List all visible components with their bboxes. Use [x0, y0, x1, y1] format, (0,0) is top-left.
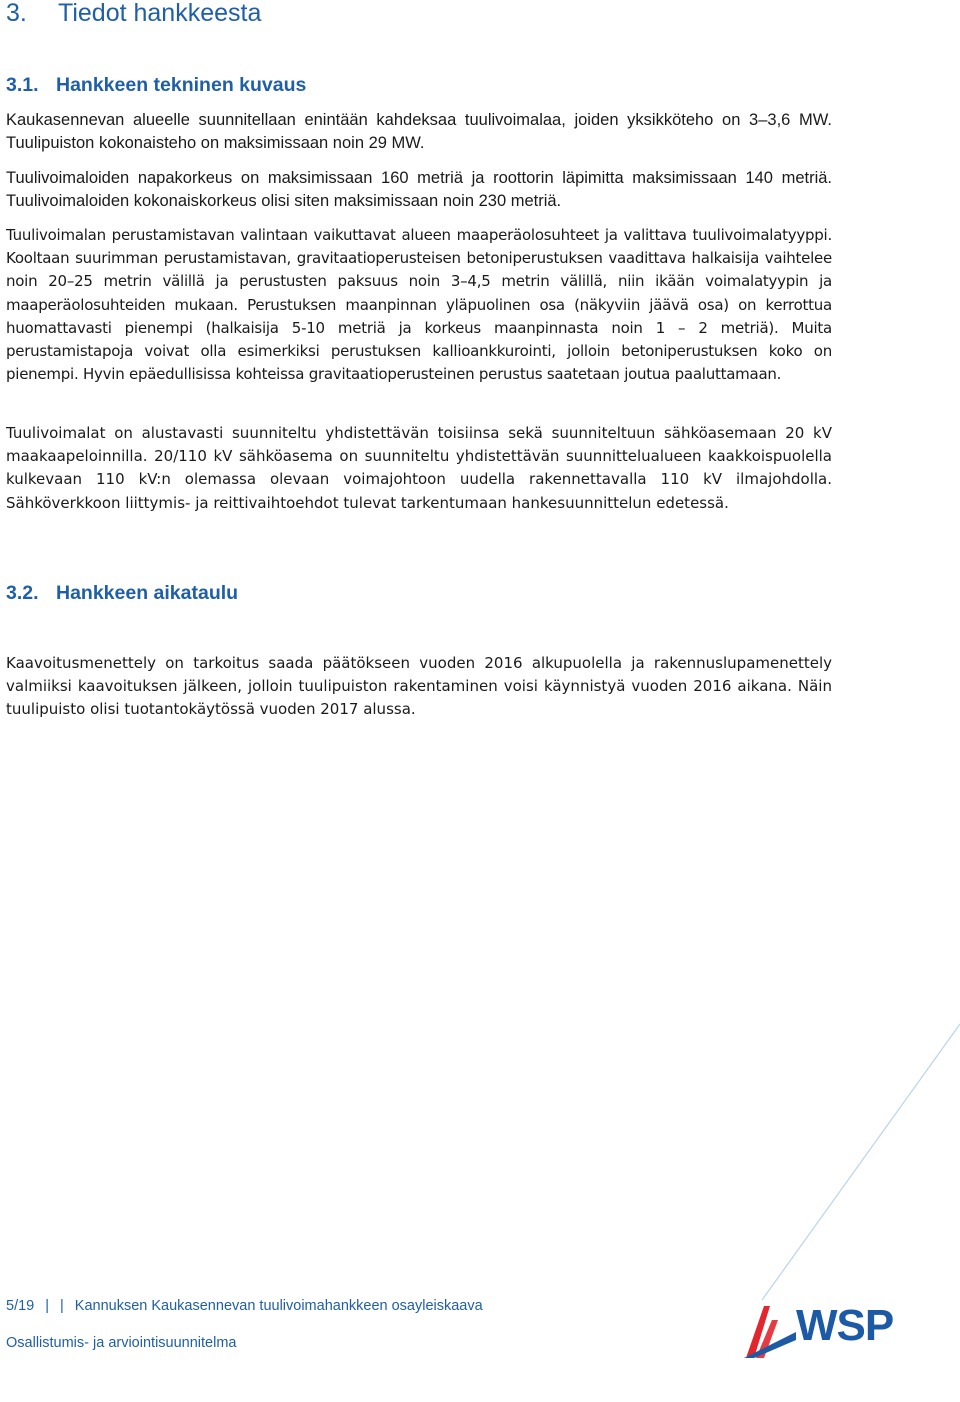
section-number: 3.1. — [6, 74, 39, 96]
chapter-number: 3. — [6, 0, 27, 27]
wsp-logo — [738, 1302, 916, 1362]
chapter-title: Tiedot hankkeesta — [58, 0, 262, 27]
footer-separator: | — [60, 1298, 64, 1314]
logo-text: WSP — [796, 1302, 894, 1350]
section-title: Hankkeen tekninen kuvaus — [56, 74, 307, 96]
paragraph-foundation: Tuulivoimalan perustamistavan valintaan vaikuttavat alueen maaperäolosuhteet ja valittava tuulivoimalatyyppi. Kooltaan suurimman perustamistavan, gravitaatioperusteisen betoniperustuksen vaadittava halkaisija vaihtelee noin 20–25 metrin välillä ja perustusten paksuus noin 3–4,5 metrin välillä, niin ikään voimalatyypin ja maaperäolosuhteiden mukaan. Perustuksen maanpinnan yläpuolinen osa (näkyviin jäävä osa) on kerrottua huomattavasti pienempi (halkaisija 5-10 metriä ja korkeus maanpinnasta noin 1 – 2 metriä). Muita perustamistapoja voivat olla esimerkiksi perustuksen kallioankkurointi, jolloin betoniperustuksen koko on pienempi. Hyvin epäedullisissa kohteissa gravitaatioperusteinen perustus saatetaan joutua paaluttamaan. — [6, 226, 832, 384]
page-number: 5/19 — [6, 1298, 35, 1314]
footer-subtitle: Osallistumis- ja arviointisuunnitelma — [6, 1335, 237, 1351]
section-number: 3.2. — [6, 582, 39, 604]
document-title: Kannuksen Kaukasennevan tuulivoimahankkeen osayleiskaava — [74, 1298, 483, 1314]
chapter-heading — [6, 0, 261, 30]
paragraph-grid-connection: Tuulivoimalat on alustavasti suunniteltu yhdistettävän toisiinsa sekä suunniteltuun sähköasemaan 20 kV maakaapeloinnilla. 20/110 kV sähköasema on suunniteltu yhdistettävän suunnittelualueen kaakkoispuolella kulkevaan 110 kV:n olemassa olevaan voimajohtoon uudella rakennettavalla 110 kV ilmajohdolla. Sähköverkkoon liittymis- ja reittivaihtoehdot tulevat tarkentumaan hankesuunnittelun edetessä. — [6, 424, 832, 512]
footer-separator: | — [45, 1298, 50, 1314]
paragraph-capacity: Kaukasennevan alueelle suunnitellaan enintään kahdeksaa tuulivoimalaa, joiden yksikköteho on 3–3,6 MW. Tuulipuiston kokonaisteho on maksimissaan noin 29 MW. — [6, 111, 832, 153]
section-heading-3-1 — [6, 71, 306, 99]
footer-page-line — [6, 1298, 483, 1314]
paragraph-schedule: Kaavoitusmenettely on tarkoitus saada päätökseen vuoden 2016 alkupuolella ja rakennuslupamenettely valmiiksi kaavoituksen jälkeen, jolloin tuulipuiston rakentaminen voisi käynnistyä vuoden 2016 aikana. Näin tuulipuisto olisi tuotantokäytössä vuoden 2017 alussa. — [6, 654, 832, 719]
section-title: Hankkeen aikataulu — [56, 582, 239, 604]
section-heading-3-2 — [6, 579, 238, 607]
paragraph-height: Tuulivoimaloiden napakorkeus on maksimissaan 160 metriä ja roottorin läpimitta maksimissaan 140 metriä. Tuulivoimaloiden kokonaiskorkeus olisi siten maksimissaan noin 230 metriä. — [6, 169, 832, 211]
